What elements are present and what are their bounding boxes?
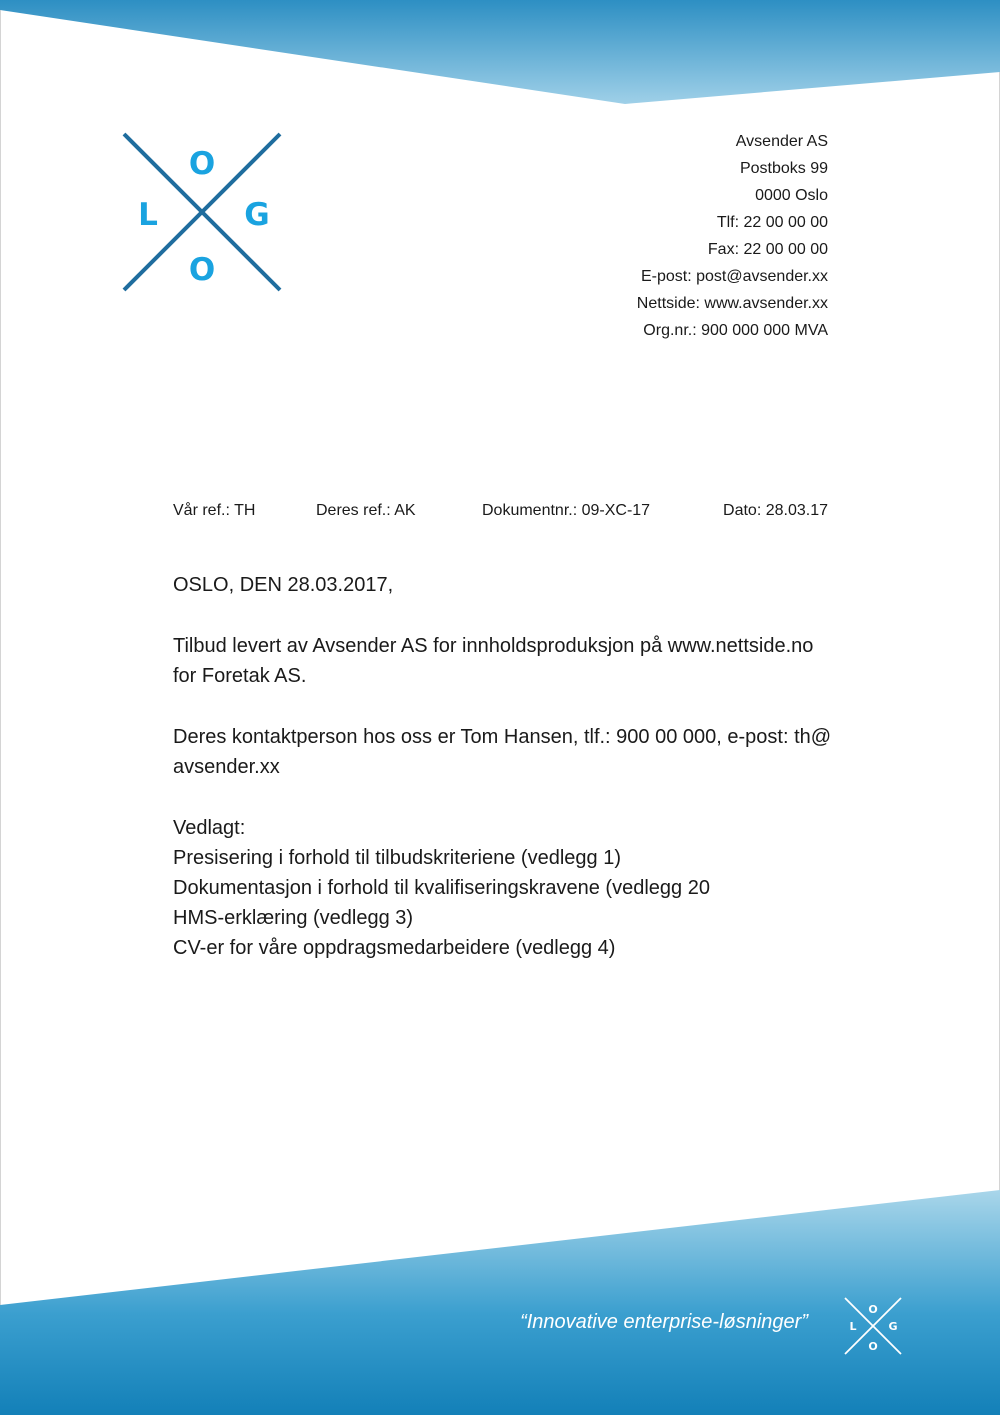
- footer-logo: [842, 1295, 904, 1357]
- header-band: [0, 0, 1000, 110]
- footer-logo-letter-top: O: [868, 1303, 878, 1316]
- footer-logo-letter-right: G: [888, 1320, 898, 1333]
- their-reference: Deres ref.: AK: [316, 502, 416, 519]
- logo-letter-bottom: O: [188, 252, 216, 288]
- offer-text-line-1: Tilbud levert av Avsender AS for innholdsproduksjon på www.nettside.no: [173, 635, 814, 657]
- sender-orgnr: Org.nr.: 900 000 000 MVA: [643, 322, 828, 339]
- sender-fax: Fax: 22 00 00 00: [707, 241, 828, 258]
- sender-website: Nettside: www.avsender.xx: [636, 295, 828, 312]
- contact-text-line-1: Deres kontaktperson hos oss er Tom Hansen, tlf.: 900 00 000, e-post: th@: [173, 726, 832, 748]
- attachment-item: CV-er for våre oppdragsmedarbeidere (vedlegg 4): [173, 937, 616, 959]
- place-date: OSLO, DEN 28.03.2017,: [173, 574, 394, 596]
- logo-letter-left: L: [138, 197, 158, 233]
- attachments-heading: Vedlagt:: [173, 817, 246, 839]
- document-date: Dato: 28.03.17: [723, 502, 828, 519]
- attachment-item: Dokumentasjon i forhold til kvalifiseringskravene (vedlegg 20: [173, 877, 710, 899]
- footer-slogan: “Innovative enterprise-løsninger”: [520, 1311, 808, 1333]
- contact-text-line-2: avsender.xx: [173, 756, 280, 778]
- sender-info: [637, 128, 828, 344]
- footer-logo-letter-bottom: O: [868, 1340, 878, 1353]
- our-reference: Vår ref.: TH: [173, 502, 256, 519]
- sender-name: Avsender AS: [735, 133, 828, 150]
- footer-logo-letter-left: L: [849, 1320, 857, 1333]
- sender-address: Postboks 99: [739, 160, 828, 177]
- logo-letter-right: G: [244, 197, 270, 233]
- document-number: Dokumentnr.: 09-XC-17: [482, 502, 651, 519]
- offer-text-line-2: for Foretak AS.: [173, 665, 307, 687]
- attachment-item: HMS-erklæring (vedlegg 3): [173, 907, 414, 929]
- company-logo: [118, 128, 286, 296]
- logo-letter-top: O: [188, 146, 216, 182]
- sender-phone: Tlf: 22 00 00 00: [716, 214, 828, 231]
- attachment-item: Presisering i forhold til tilbudskriteriene (vedlegg 1): [173, 847, 621, 869]
- letter-body: [173, 570, 833, 963]
- sender-postal: 0000 Oslo: [755, 187, 828, 204]
- sender-email: E-post: post@avsender.xx: [641, 268, 828, 285]
